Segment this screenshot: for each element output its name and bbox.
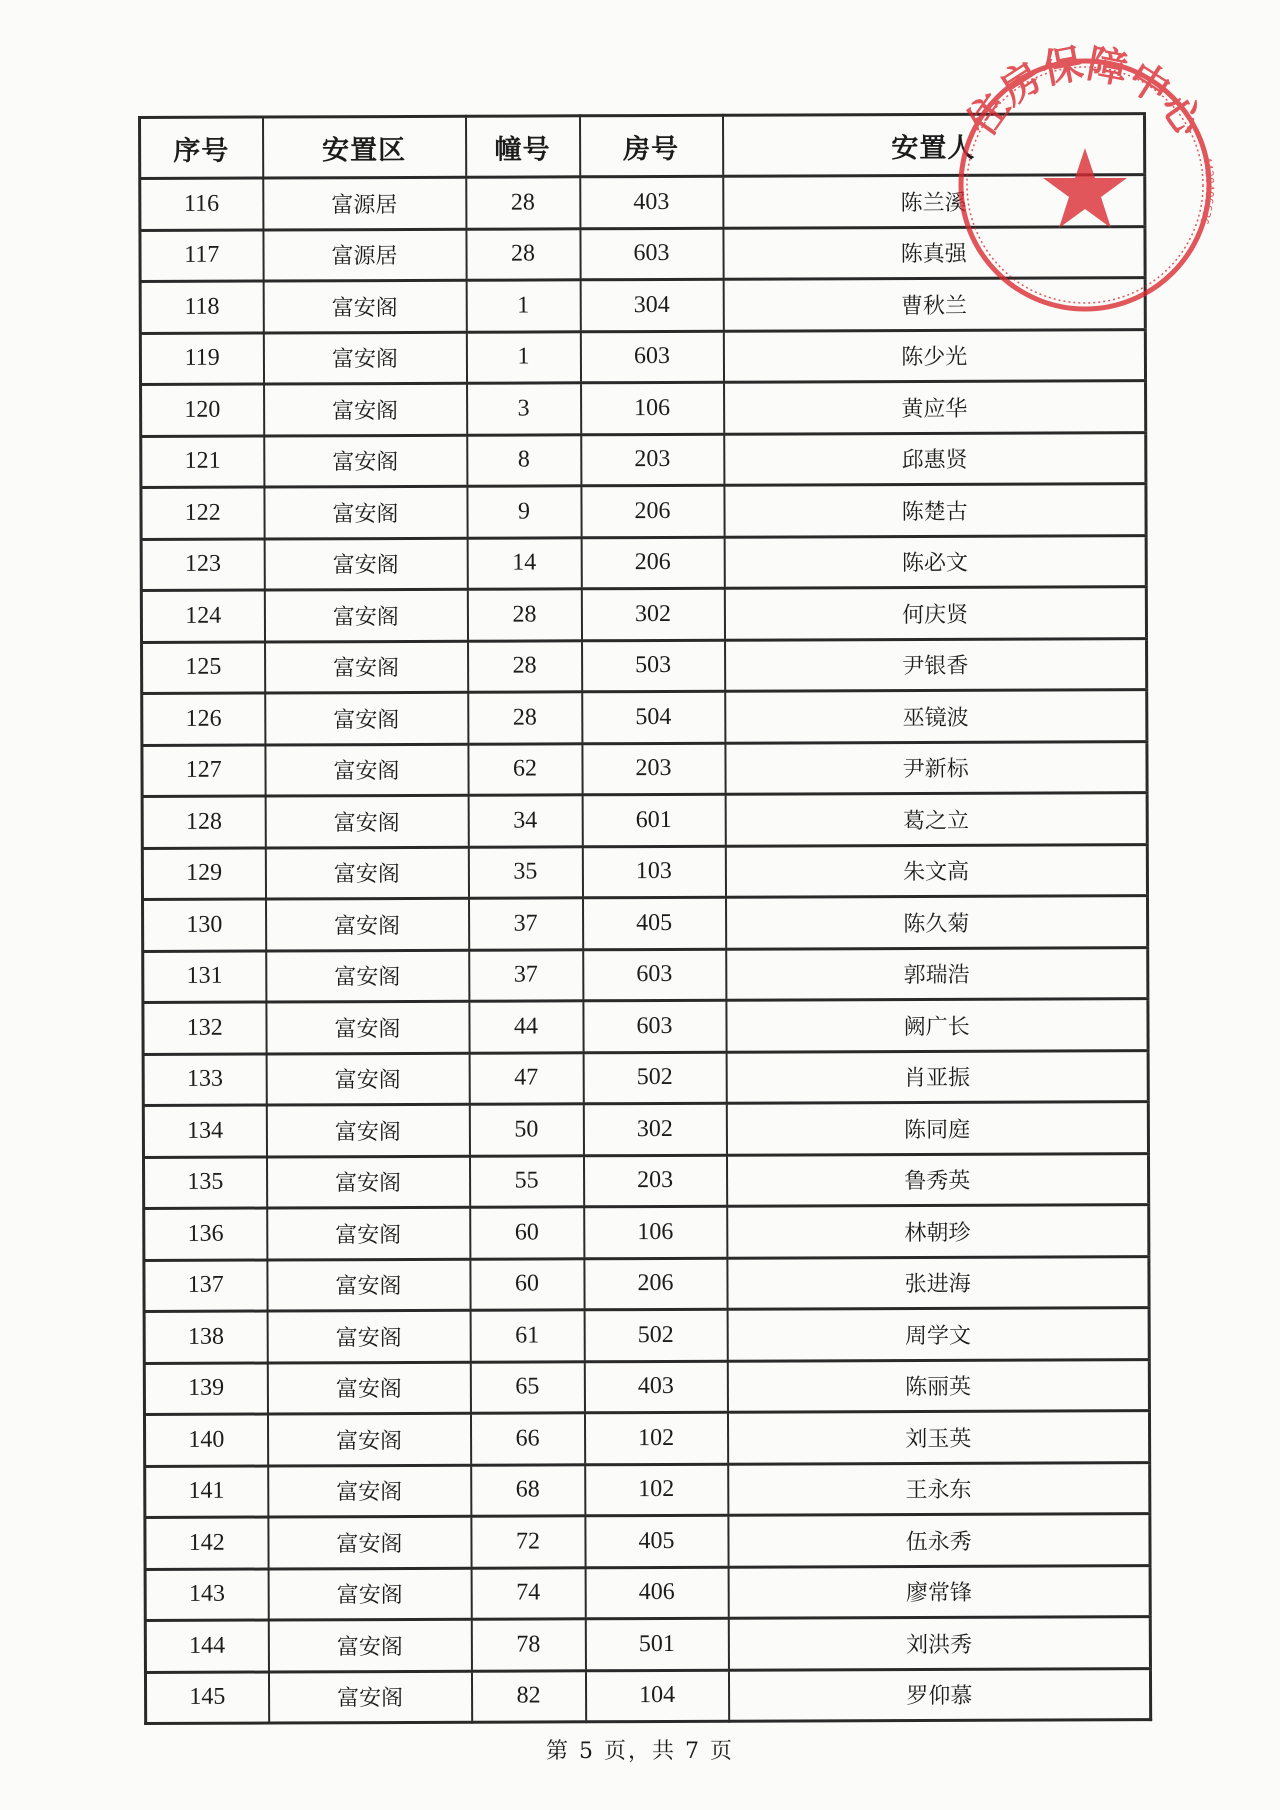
cell-area: 富安阁 bbox=[266, 1104, 469, 1156]
cell-room: 405 bbox=[583, 897, 726, 949]
cell-room: 603 bbox=[583, 1000, 726, 1052]
cell-area: 富安阁 bbox=[263, 280, 466, 332]
cell-serial: 126 bbox=[142, 693, 265, 745]
cell-person: 罗仰慕 bbox=[728, 1668, 1150, 1721]
cell-building: 60 bbox=[470, 1258, 584, 1310]
cell-area: 富安阁 bbox=[268, 1619, 471, 1671]
table-row bbox=[143, 947, 1148, 1002]
table-row bbox=[144, 1411, 1149, 1466]
cell-serial: 145 bbox=[145, 1672, 268, 1724]
cell-room: 206 bbox=[584, 1258, 727, 1310]
cell-serial: 118 bbox=[140, 281, 263, 333]
cell-room: 302 bbox=[581, 588, 724, 640]
cell-building: 28 bbox=[468, 640, 582, 692]
cell-person: 刘洪秀 bbox=[728, 1617, 1150, 1670]
cell-room: 603 bbox=[580, 331, 723, 383]
cell-area: 富安阁 bbox=[266, 898, 469, 950]
page-footer: 第 5 页，共 7 页 bbox=[546, 1739, 734, 1764]
header-area: 安置区 bbox=[263, 116, 466, 178]
cell-room: 601 bbox=[582, 794, 725, 846]
cell-person: 陈丽英 bbox=[727, 1359, 1149, 1412]
cell-serial: 123 bbox=[141, 539, 264, 591]
cell-building: 65 bbox=[470, 1361, 584, 1413]
table-row bbox=[142, 793, 1147, 848]
cell-serial: 128 bbox=[142, 796, 265, 848]
cell-area: 富安阁 bbox=[265, 744, 468, 796]
cell-person: 葛之立 bbox=[725, 793, 1147, 846]
cell-serial: 136 bbox=[144, 1208, 267, 1260]
cell-person: 王永东 bbox=[728, 1462, 1150, 1515]
table-row bbox=[143, 1153, 1148, 1208]
cell-building: 62 bbox=[468, 743, 582, 795]
cell-serial: 120 bbox=[141, 384, 264, 436]
cell-serial: 124 bbox=[141, 590, 264, 642]
cell-room: 206 bbox=[581, 485, 724, 537]
table-row bbox=[143, 896, 1148, 951]
cell-serial: 138 bbox=[144, 1311, 267, 1363]
cell-person: 刘玉英 bbox=[727, 1411, 1149, 1464]
table-row bbox=[140, 278, 1145, 333]
cell-area: 富安阁 bbox=[263, 332, 466, 384]
cell-room: 403 bbox=[580, 176, 723, 228]
cell-building: 44 bbox=[469, 1001, 583, 1053]
cell-room: 406 bbox=[585, 1567, 728, 1619]
cell-person: 周学文 bbox=[727, 1308, 1149, 1361]
cell-serial: 131 bbox=[143, 951, 266, 1003]
table-body bbox=[140, 175, 1151, 1724]
cell-area: 富安阁 bbox=[266, 1156, 469, 1208]
cell-building: 82 bbox=[471, 1670, 585, 1722]
cell-building: 68 bbox=[471, 1464, 585, 1516]
table-row bbox=[142, 741, 1147, 796]
cell-building: 35 bbox=[468, 846, 582, 898]
cell-room: 203 bbox=[582, 743, 725, 795]
cell-person: 张进海 bbox=[727, 1256, 1149, 1309]
cell-building: 61 bbox=[470, 1310, 584, 1362]
cell-area: 富安阁 bbox=[266, 950, 469, 1002]
table-row bbox=[140, 175, 1145, 230]
cell-person: 巫镜波 bbox=[725, 690, 1147, 743]
cell-serial: 133 bbox=[143, 1054, 266, 1106]
cell-serial: 125 bbox=[142, 642, 265, 694]
cell-person: 陈久菊 bbox=[726, 896, 1148, 949]
cell-building: 37 bbox=[469, 949, 583, 1001]
cell-room: 102 bbox=[585, 1464, 728, 1516]
cell-room: 502 bbox=[584, 1309, 727, 1361]
table-row bbox=[145, 1617, 1150, 1672]
table-row bbox=[144, 1205, 1149, 1260]
cell-serial: 134 bbox=[143, 1105, 266, 1157]
table-header-row bbox=[140, 114, 1145, 179]
cell-building: 60 bbox=[470, 1207, 584, 1259]
table-row bbox=[143, 1102, 1148, 1157]
cell-person: 廖常锋 bbox=[728, 1565, 1150, 1618]
cell-person: 鲁秀英 bbox=[726, 1153, 1148, 1206]
cell-serial: 143 bbox=[145, 1569, 268, 1621]
cell-room: 302 bbox=[583, 1103, 726, 1155]
cell-building: 66 bbox=[470, 1413, 584, 1465]
cell-building: 34 bbox=[468, 795, 582, 847]
cell-person: 黄应华 bbox=[724, 381, 1146, 434]
cell-room: 502 bbox=[583, 1052, 726, 1104]
cell-area: 富安阁 bbox=[267, 1207, 470, 1259]
cell-area: 富安阁 bbox=[265, 795, 468, 847]
cell-person: 伍永秀 bbox=[728, 1514, 1150, 1567]
cell-serial: 127 bbox=[142, 745, 265, 797]
cell-room: 206 bbox=[581, 537, 724, 589]
cell-room: 403 bbox=[584, 1361, 727, 1413]
cell-room: 501 bbox=[585, 1618, 728, 1670]
cell-person: 肖亚振 bbox=[726, 1050, 1148, 1103]
cell-building: 47 bbox=[469, 1052, 583, 1104]
cell-person: 尹新标 bbox=[725, 741, 1147, 794]
cell-serial: 116 bbox=[140, 178, 263, 230]
cell-serial: 135 bbox=[143, 1157, 266, 1209]
cell-person: 何庆贤 bbox=[724, 587, 1146, 640]
header-serial: 序号 bbox=[140, 117, 263, 178]
cell-building: 50 bbox=[469, 1104, 583, 1156]
cell-area: 富安阁 bbox=[264, 538, 467, 590]
cell-building: 28 bbox=[466, 228, 580, 280]
cell-area: 富源居 bbox=[263, 229, 466, 281]
cell-area: 富安阁 bbox=[265, 692, 468, 744]
cell-room: 603 bbox=[583, 949, 726, 1001]
cell-building: 72 bbox=[471, 1516, 585, 1568]
table-row bbox=[141, 535, 1146, 590]
cell-person: 陈真强 bbox=[723, 226, 1145, 279]
table-row bbox=[140, 329, 1145, 384]
table-row bbox=[141, 587, 1146, 642]
table-row bbox=[145, 1565, 1150, 1620]
cell-person: 阙广长 bbox=[726, 999, 1148, 1052]
cell-building: 55 bbox=[469, 1155, 583, 1207]
cell-building: 28 bbox=[468, 692, 582, 744]
cell-serial: 142 bbox=[145, 1517, 268, 1569]
table-row bbox=[141, 432, 1146, 487]
cell-person: 陈必文 bbox=[724, 535, 1146, 588]
cell-area: 富安阁 bbox=[267, 1362, 470, 1414]
cell-area: 富安阁 bbox=[266, 1001, 469, 1053]
cell-building: 28 bbox=[466, 177, 580, 229]
cell-person: 林朝珍 bbox=[727, 1205, 1149, 1258]
header-building: 幢号 bbox=[466, 116, 580, 177]
cell-person: 陈少光 bbox=[723, 329, 1145, 382]
table-row bbox=[141, 484, 1146, 539]
cell-person: 陈楚古 bbox=[724, 484, 1146, 537]
resettlement-table bbox=[138, 112, 1152, 1725]
cell-person: 尹银香 bbox=[725, 638, 1147, 691]
cell-area: 富安阁 bbox=[268, 1516, 471, 1568]
table-row bbox=[140, 226, 1145, 281]
cell-building: 1 bbox=[466, 331, 580, 383]
table-row bbox=[142, 844, 1147, 899]
cell-building: 74 bbox=[471, 1567, 585, 1619]
cell-area: 富安阁 bbox=[268, 1568, 471, 1620]
cell-serial: 141 bbox=[145, 1466, 268, 1518]
cell-room: 103 bbox=[582, 846, 725, 898]
cell-person: 朱文高 bbox=[725, 844, 1147, 897]
cell-serial: 121 bbox=[141, 436, 264, 488]
table-row bbox=[142, 690, 1147, 745]
cell-building: 1 bbox=[466, 280, 580, 332]
cell-serial: 130 bbox=[143, 899, 266, 951]
table-row bbox=[144, 1359, 1149, 1414]
cell-area: 富安阁 bbox=[267, 1310, 470, 1362]
cell-serial: 137 bbox=[144, 1260, 267, 1312]
cell-serial: 132 bbox=[143, 1002, 266, 1054]
cell-serial: 139 bbox=[144, 1363, 267, 1415]
cell-building: 3 bbox=[467, 383, 581, 435]
cell-room: 106 bbox=[584, 1206, 727, 1258]
cell-person: 曹秋兰 bbox=[723, 278, 1145, 331]
cell-building: 37 bbox=[469, 898, 583, 950]
table-row bbox=[145, 1462, 1150, 1517]
cell-building: 78 bbox=[471, 1619, 585, 1671]
seal-serial: 4420406636 bbox=[1197, 155, 1217, 227]
cell-person: 郭瑞浩 bbox=[726, 947, 1148, 1000]
cell-area: 富安阁 bbox=[264, 486, 467, 538]
cell-room: 304 bbox=[580, 279, 723, 331]
cell-building: 9 bbox=[467, 486, 581, 538]
header-person: 安置人 bbox=[723, 114, 1145, 177]
table-row bbox=[145, 1668, 1150, 1723]
table-row bbox=[144, 1256, 1149, 1311]
cell-area: 富安阁 bbox=[267, 1413, 470, 1465]
cell-building: 14 bbox=[467, 537, 581, 589]
cell-person: 陈同庭 bbox=[726, 1102, 1148, 1155]
cell-serial: 144 bbox=[145, 1620, 268, 1672]
cell-room: 106 bbox=[581, 382, 724, 434]
cell-area: 富安阁 bbox=[268, 1671, 471, 1723]
cell-room: 603 bbox=[580, 228, 723, 280]
cell-serial: 117 bbox=[140, 230, 263, 282]
cell-serial: 119 bbox=[140, 333, 263, 385]
table-row bbox=[144, 1308, 1149, 1363]
cell-room: 503 bbox=[582, 640, 725, 692]
header-room: 房号 bbox=[580, 115, 723, 177]
cell-room: 405 bbox=[585, 1515, 728, 1567]
cell-building: 8 bbox=[467, 434, 581, 486]
cell-person: 邱惠贤 bbox=[724, 432, 1146, 485]
seal-text: 住房保障中心 bbox=[958, 40, 1212, 145]
cell-area: 富安阁 bbox=[265, 641, 468, 693]
cell-area: 富安阁 bbox=[265, 847, 468, 899]
cell-serial: 122 bbox=[141, 487, 264, 539]
cell-area: 富安阁 bbox=[264, 589, 467, 641]
cell-room: 203 bbox=[581, 434, 724, 486]
cell-serial: 140 bbox=[144, 1414, 267, 1466]
table-row bbox=[145, 1514, 1150, 1569]
cell-room: 504 bbox=[582, 691, 725, 743]
table-row bbox=[141, 381, 1146, 436]
table-row bbox=[143, 1050, 1148, 1105]
cell-room: 203 bbox=[583, 1155, 726, 1207]
cell-area: 富安阁 bbox=[264, 383, 467, 435]
table-row bbox=[143, 999, 1148, 1054]
cell-area: 富安阁 bbox=[264, 435, 467, 487]
cell-room: 104 bbox=[585, 1670, 728, 1722]
cell-area: 富安阁 bbox=[267, 1259, 470, 1311]
cell-person: 陈兰溪 bbox=[723, 175, 1145, 228]
cell-area: 富安阁 bbox=[268, 1465, 471, 1517]
cell-area: 富源居 bbox=[263, 177, 466, 229]
table-row bbox=[142, 638, 1147, 693]
cell-serial: 129 bbox=[142, 848, 265, 900]
cell-area: 富安阁 bbox=[266, 1053, 469, 1105]
cell-building: 28 bbox=[467, 589, 581, 641]
cell-room: 102 bbox=[584, 1412, 727, 1464]
